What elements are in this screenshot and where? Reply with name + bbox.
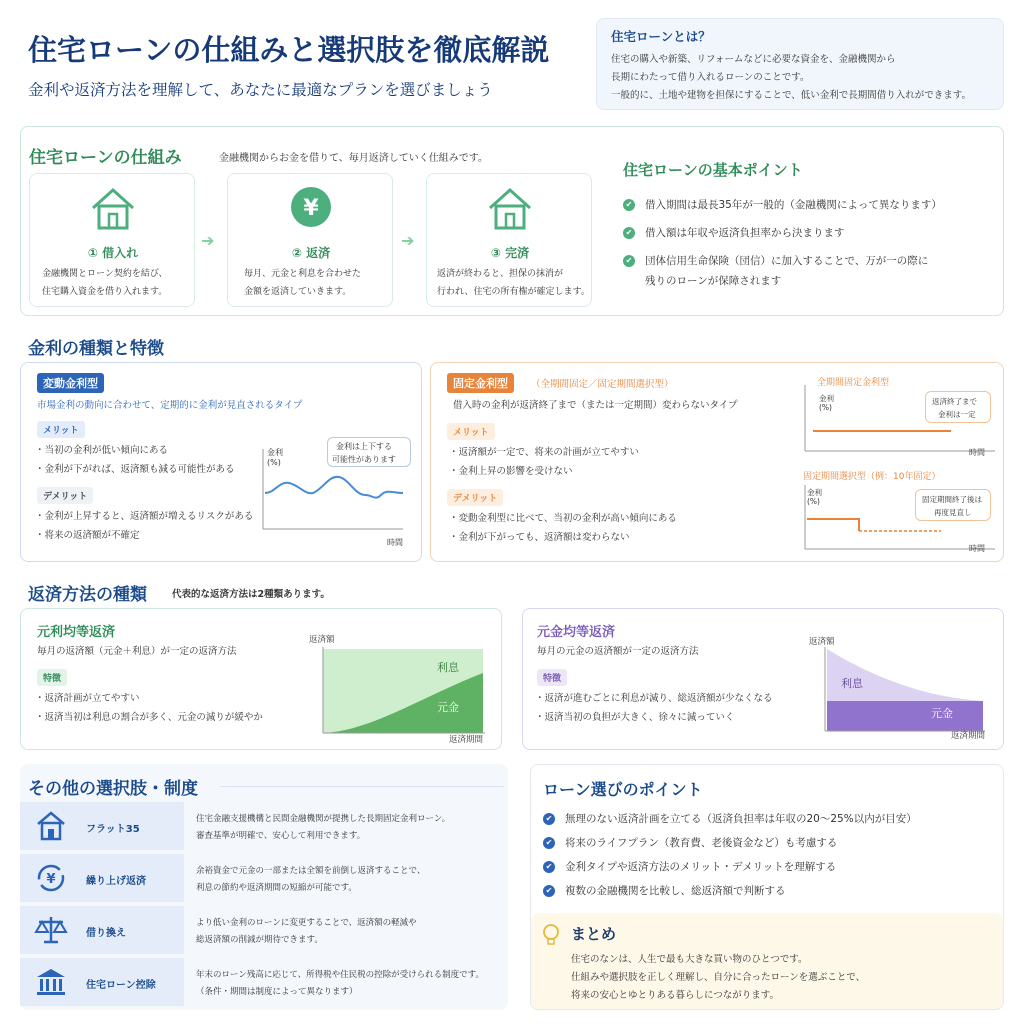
option-name: フラット35: [86, 824, 140, 835]
option-row-refinance: [20, 906, 508, 954]
step-desc-1: 毎月、元金と利息を合わせた: [244, 269, 362, 279]
check-icon: ✔: [543, 885, 555, 897]
feature-item: ・ 返済当初は利息の割合が多く、元金の減りが緩やか: [35, 708, 263, 727]
page-subtitle: 金利や返済方法を理解して、あなたに最適なプランを選びましょう: [28, 81, 493, 99]
callout-line: 返済終了まで: [932, 397, 977, 406]
feature-item: ・ 返済が進むごとに利息が減り、総返済額が少なくなる: [535, 689, 773, 708]
house-icon: [88, 186, 138, 236]
feature-label: 特徴: [537, 669, 567, 686]
option-name: 借り換え: [86, 928, 126, 939]
chart-ylabel-unit: (%): [807, 497, 820, 506]
merit-item: ・ 当初の金利が低い傾向にある: [35, 441, 235, 460]
tips-section: [530, 764, 1004, 1010]
demerit-list: [449, 509, 677, 547]
demerit-item: ・ 変動金利型に比べて、当初の金利が高い傾向にある: [449, 509, 677, 528]
summary-box: [531, 913, 1003, 1009]
yen-cycle-icon: [34, 862, 68, 898]
callout-line: 固定期間終了後は: [922, 495, 982, 504]
merit-list: [35, 441, 235, 479]
point-item: ✔ 借入期間は最長35年が一般的（金融機関によって異なります）: [623, 197, 942, 212]
merit-item: ・ 金利上昇の影響を受けない: [449, 462, 639, 481]
chart-ylabel: 金利: [819, 394, 834, 403]
option-desc-1: より低い金利のローンに変更することで、返済額の軽減や: [196, 918, 417, 928]
yen-coin-icon: [288, 184, 334, 234]
step-label: ① 借入れ: [87, 246, 139, 260]
summary-line-1: 住宅のなンは、人生で最も大きな買い物のひとつです。: [571, 954, 808, 965]
fixed-rate-badge-note: （全期間固定／固定期間選択型）: [531, 379, 674, 390]
merit-item: ・ 金利が下がれば、返済額も減る可能性がある: [35, 460, 235, 479]
option-name: 住宅ローン控除: [86, 980, 156, 991]
check-icon: ✔: [543, 837, 555, 849]
callout-line: 再度見直し: [934, 508, 972, 517]
equal-payment-card: [20, 608, 502, 750]
arrow-right-icon: ➔: [401, 231, 415, 250]
fixed-period-line: [807, 519, 859, 531]
chart-ylabel-unit: (%): [267, 458, 281, 467]
feature-label: 特徴: [37, 669, 67, 686]
intro-line-2: 長期にわたって借り入れるローンのことです。: [611, 72, 810, 83]
svg-text:¥: ¥: [46, 872, 56, 887]
chart-xlabel: 時間: [969, 544, 985, 553]
summary-line-2: 仕組みや選択肢を正しく理解し、自分に合ったローンを選ぶことで、: [571, 972, 866, 983]
callout-line: 金利は一定: [938, 410, 976, 419]
step-card-repay: [227, 173, 393, 307]
chart-xlabel: 返済期間: [449, 735, 484, 745]
option-desc-1: 余裕資金で元金の一部または全額を前倒し返済することで、: [196, 866, 426, 876]
fixed-rate-desc: 借入時の金利が返済終了まで（または一定期間）変わらないタイプ: [453, 400, 738, 411]
chart-ylabel-unit: (%): [819, 403, 832, 412]
feature-item: ・ 返済計画が立てやすい: [35, 689, 263, 708]
rates-title: 金利の種類と特徴: [28, 339, 164, 359]
option-desc-2: （条件・期間は制度によって異なります）: [196, 987, 358, 997]
basic-points-title: 住宅ローンの基本ポイント: [623, 161, 803, 179]
scale-icon: [34, 914, 68, 950]
interest-label: 利息: [841, 677, 863, 690]
equal-principal-card: [522, 608, 1004, 750]
equal-payment-title: 元利均等返済: [37, 625, 116, 640]
feature-list: [35, 689, 263, 727]
intro-title: 住宅ローンとは？: [611, 29, 711, 44]
merit-label: メリット: [37, 421, 85, 438]
demerit-item: ・ 将来の返済額が不確定: [35, 526, 253, 545]
step-card-borrow: [29, 173, 195, 307]
equal-payment-chart: [321, 647, 487, 735]
check-icon: ✔: [623, 227, 635, 239]
arrow-right-icon: ➔: [201, 231, 215, 250]
demerit-label: デメリット: [37, 487, 93, 504]
step-desc-2: 行われ、住宅の所有権が確定します。: [437, 287, 590, 297]
page-title: 住宅ローンの仕組みと選択肢を徹底解説: [28, 33, 550, 67]
demerit-item: ・ 金利が上昇すると、返済額が増えるリスクがある: [35, 507, 253, 526]
tip-item: ✔ 複数の金融機関を比較し、総返済額で判断する: [543, 883, 786, 898]
summary-title: まとめ: [571, 925, 617, 943]
option-row-tax-deduction: [20, 958, 508, 1006]
option-desc-1: 年末のローン残高に応じて、所得税や住民税の控除が受けられる制度です。: [196, 970, 484, 980]
equal-principal-desc: 毎月の元金の返済額が一定の返済方法: [537, 646, 699, 657]
option-desc-2: 利息の節約や返済期間の短縮が可能です。: [196, 883, 357, 893]
demerit-label: デメリット: [447, 489, 503, 506]
step-label: ③ 完済: [490, 246, 530, 260]
callout-line: 可能性があります: [332, 455, 396, 464]
chart-ylabel: 金利: [807, 488, 822, 497]
principal-label: 元金: [931, 707, 953, 720]
house-shield-icon: [34, 810, 68, 846]
equal-payment-desc: 毎月の返済額（元金＋利息）が一定の返済方法: [37, 646, 237, 657]
fixed-rate-badge: 固定金利型: [447, 373, 514, 393]
tip-item: ✔ 将来のライフプラン（教育費、老後資金など）も考慮する: [543, 835, 837, 850]
lightbulb-icon: [541, 923, 561, 951]
repayment-title: 返済方法の種類: [28, 585, 147, 605]
chart-xlabel: 時間: [969, 448, 985, 457]
chart-xlabel: 返済期間: [951, 731, 986, 741]
option-desc-2: 総返済額の削減が期待できます。: [196, 935, 323, 945]
step-desc-2: 金額を返済していきます。: [244, 287, 352, 297]
merit-item: ・ 返済額が一定で、将来の計画が立てやすい: [449, 443, 639, 462]
step-desc-1: 金融機関とローン契約を結び、: [42, 269, 168, 279]
options-section: [20, 764, 508, 1010]
option-row-flat35: [20, 802, 508, 850]
variable-rate-badge: 変動金利型: [37, 373, 104, 393]
interest-label: 利息: [437, 661, 459, 674]
option-name: 繰り上げ返済: [86, 876, 146, 887]
check-icon: ✔: [623, 255, 635, 267]
principal-label: 元金: [437, 701, 459, 714]
chart-callout: [915, 489, 991, 521]
chart-ylabel: 返済額: [309, 635, 335, 645]
options-title: その他の選択肢・制度: [28, 779, 198, 799]
point-item: ✔ 団体信用生命保険（団信）に加入することで、万が一の際に: [623, 253, 928, 268]
step-desc-1: 返済が終わると、担保の抹消が: [437, 269, 564, 279]
chart-title: 全期間固定金利型: [817, 378, 890, 388]
step-desc-2: 住宅購入資金を借り入れます。: [42, 287, 168, 297]
point-item-cont: 残りのローンが保障されます: [645, 275, 782, 287]
house-icon: [485, 186, 535, 236]
callout-line: 金利は上下する: [336, 442, 392, 451]
feature-list: [535, 689, 773, 727]
check-icon: ✔: [623, 199, 635, 211]
option-row-prepayment: [20, 854, 508, 902]
variable-rate-desc: 市場金利の動向に合わせて、定期的に金利が見直されるタイプ: [37, 400, 303, 411]
feature-item: ・ 返済当初の負担が大きく、徐々に減っていく: [535, 708, 773, 727]
chart-ylabel: 金利: [267, 448, 283, 457]
option-desc-2: 審査基準が明確で、安心して利用できます。: [196, 831, 366, 841]
chart-xlabel: 時間: [387, 538, 403, 547]
bank-icon: [34, 966, 68, 1002]
equal-principal-title: 元金均等返済: [537, 625, 616, 640]
repayment-subtitle: 代表的な返済方法は2種類あります。: [172, 589, 330, 600]
check-icon: ✔: [543, 813, 555, 825]
summary-line-3: 将来の安心とゆとりある暮らしにつながります。: [571, 990, 780, 1001]
chart-title: 固定期間選択型（例：10年固定）: [803, 472, 941, 482]
merit-label: メリット: [447, 423, 495, 440]
principal-area: [827, 701, 983, 731]
tips-title: ローン選びのポイント: [543, 780, 703, 799]
demerit-item: ・ 金利が下がっても、返済額は変わらない: [449, 528, 677, 547]
step-label: ② 返済: [291, 246, 331, 260]
intro-line-1: 住宅の購入や新築、リフォームなどに必要な資金を、金融機関から: [611, 54, 896, 65]
fixed-rate-card: [430, 362, 1004, 562]
tip-item: ✔ 無理のない返済計画を立てる（返済負担率は年収の20〜25%以内が目安）: [543, 811, 917, 826]
demerit-list: [35, 507, 253, 545]
variable-rate-card: [20, 362, 422, 562]
mechanism-section: [20, 126, 1004, 316]
mechanism-title: 住宅ローンの仕組み: [29, 148, 182, 168]
chart-callout: [327, 437, 411, 467]
merit-list: [449, 443, 639, 481]
step-card-complete: [426, 173, 592, 307]
variable-rate-line: [265, 477, 403, 498]
chart-ylabel: 返済額: [809, 637, 835, 647]
point-item: ✔ 借入額は年収や返済負担率から決まります: [623, 225, 845, 240]
chart-callout: [925, 391, 991, 423]
mechanism-subtitle: 金融機関からお金を借りて、毎月返済していく仕組みです。: [219, 153, 488, 164]
svg-text:¥: ¥: [303, 196, 319, 221]
tip-item: ✔ 金利タイプや返済方法のメリット・デメリットを理解する: [543, 859, 836, 874]
option-desc-1: 住宅金融支援機構と民間金融機関が提携した長期固定金利ローン。: [196, 814, 451, 824]
intro-box: [596, 18, 1004, 110]
intro-line-3: 一般的に、土地や建物を担保にすることで、低い金利で長期間借り入れができます。: [611, 90, 972, 101]
check-icon: ✔: [543, 861, 555, 873]
